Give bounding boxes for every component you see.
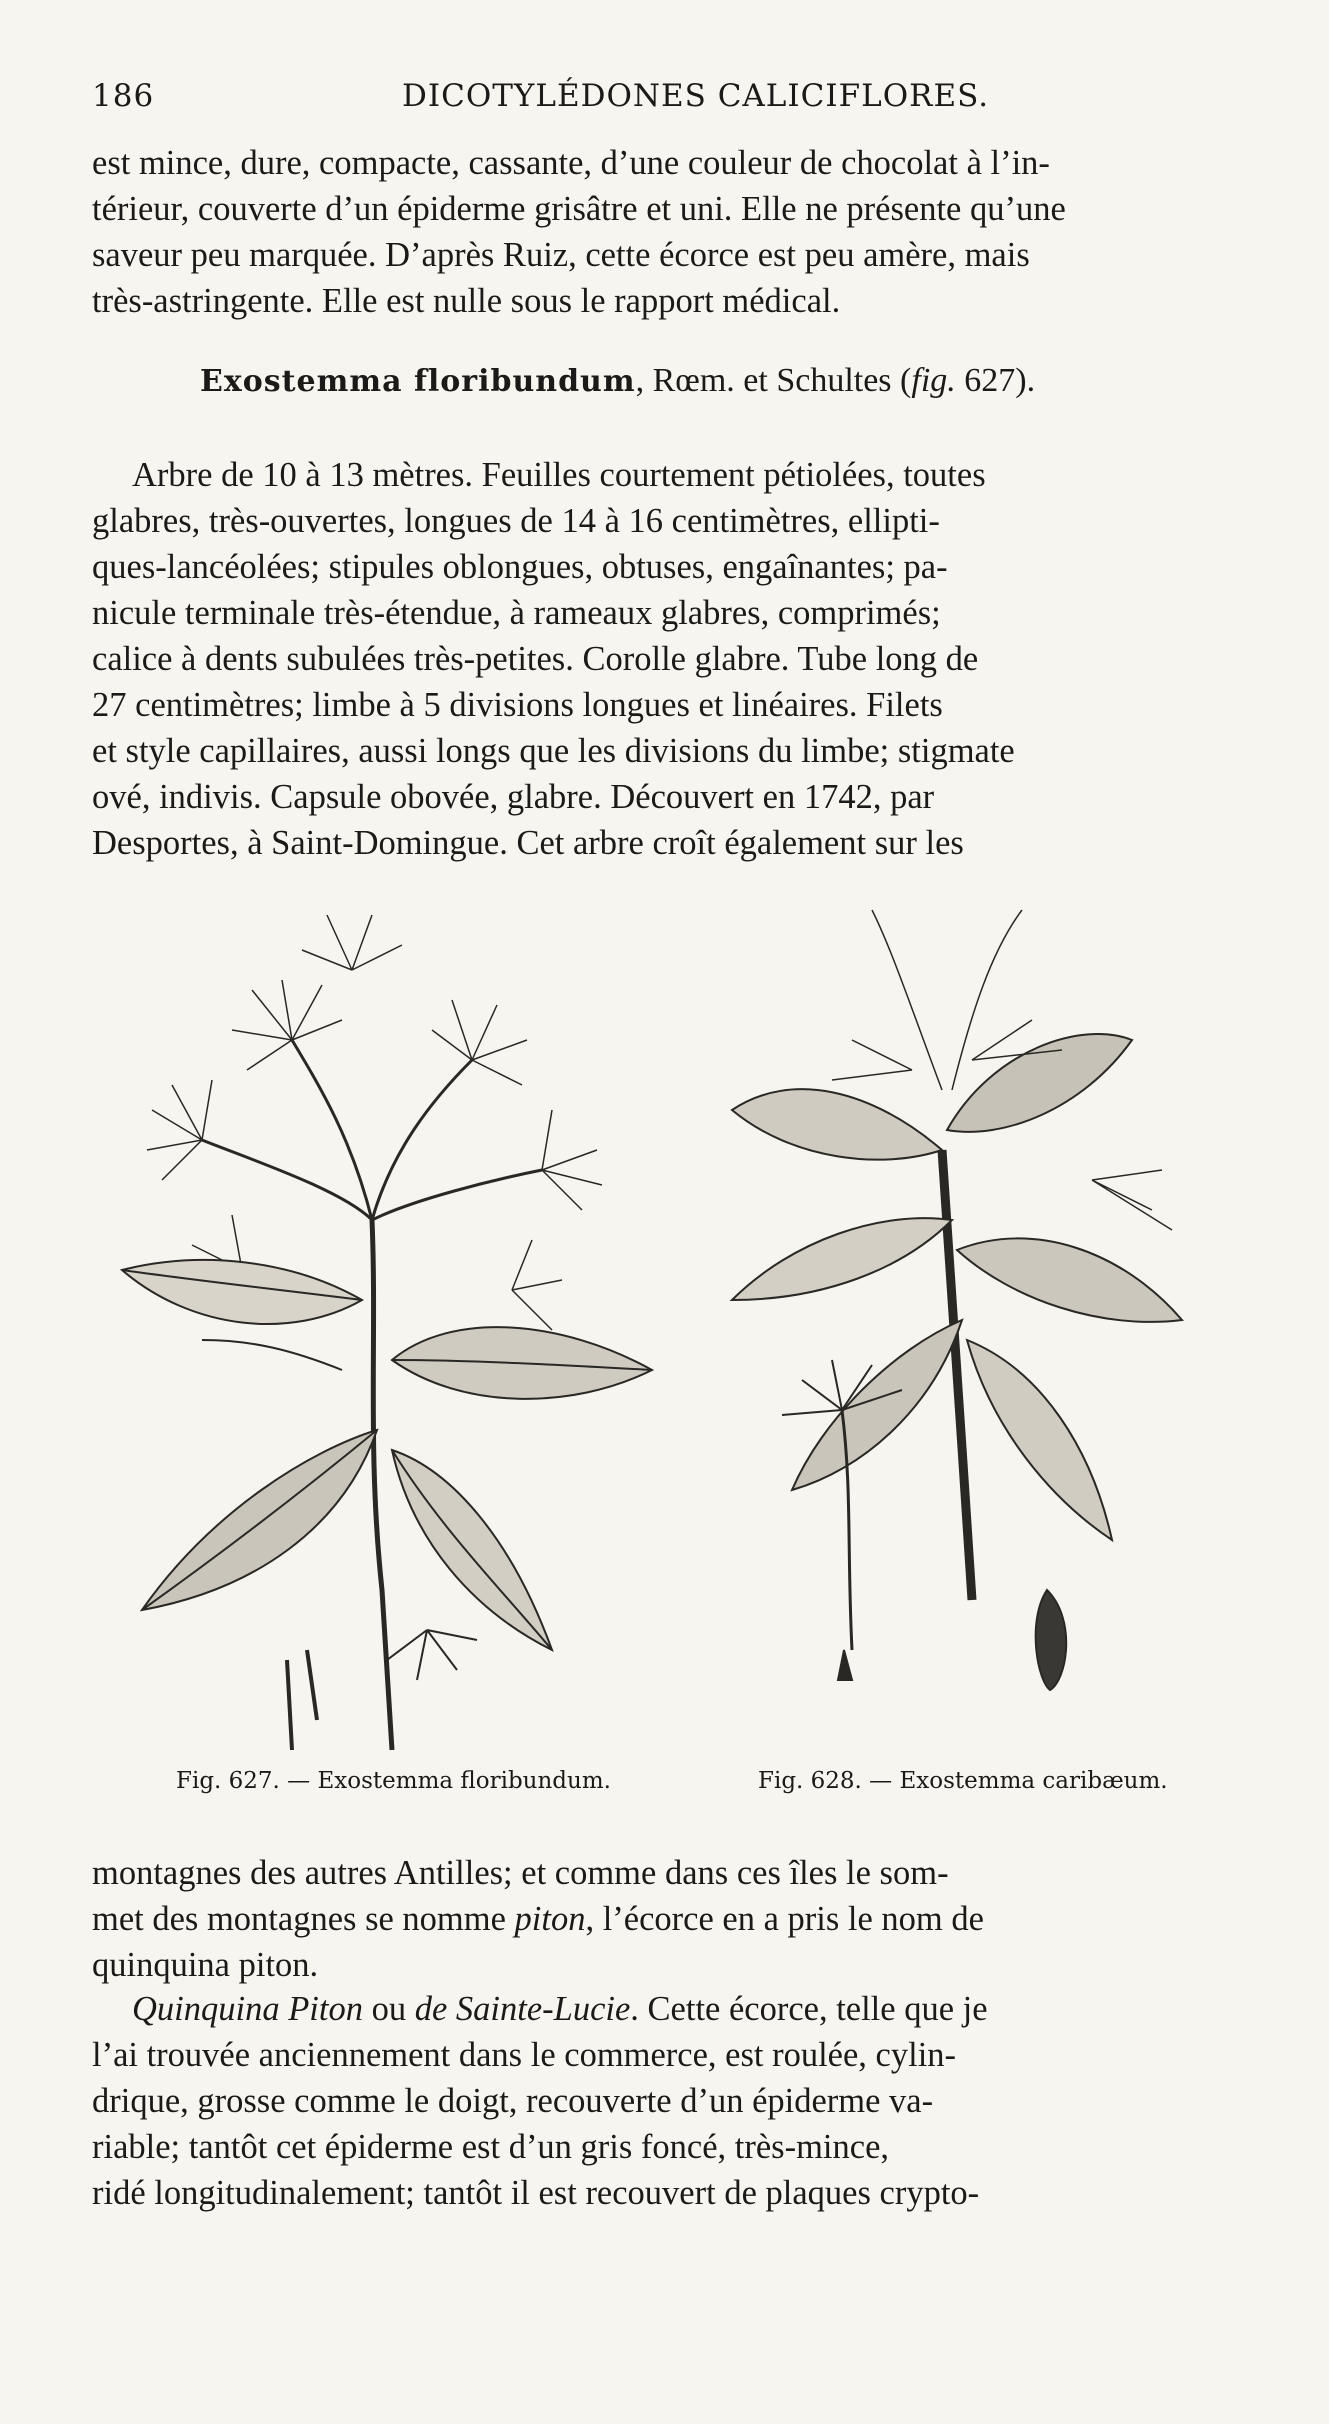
figure-caption-627: Fig. 627. — Exostemma floribundum.	[176, 1768, 611, 1794]
figure-628-illustration	[732, 910, 1182, 1690]
text-line: riable; tantôt cet épiderme est d’un gris foncé, très-mince,	[92, 2128, 890, 2166]
fig-num: 627).	[955, 362, 1036, 399]
species-authors: , Rœm. et Schultes (	[635, 362, 912, 399]
text-line	[92, 1986, 1235, 2032]
engraving-svg	[92, 890, 1235, 1760]
text-line: ové, indivis. Capsule obovée, glabre. Découvert en 1742, par	[92, 778, 935, 816]
text-line: et style capillaires, aussi longs que les divisions du limbe; stigmate	[92, 732, 1015, 770]
figure-627-illustration	[122, 915, 652, 1750]
running-title: DICOTYLÉDONES CALICIFLORES.	[402, 78, 990, 114]
text-fragment: , l’écorce en a pris le nom de	[585, 1900, 984, 1938]
text-line: l’ai trouvée anciennement dans le commerce, est roulée, cylin-	[92, 2036, 957, 2074]
italic-term: Quinquina Piton	[132, 1990, 363, 2028]
paragraph-1	[92, 140, 1235, 324]
running-header	[92, 78, 1239, 128]
text-line: ques-lancéolées; stipules oblongues, obtuses, engaînantes; pa-	[92, 548, 948, 586]
text-line: glabres, très-ouvertes, longues de 14 à 16 centimètres, ellipti-	[92, 502, 940, 540]
text-fragment: ou	[362, 1990, 415, 2028]
text-line: est mince, dure, compacte, cassante, d’une couleur de chocolat à l’in-	[92, 144, 1050, 182]
text-line: saveur peu marquée. D’après Ruiz, cette écorce est peu amère, mais	[92, 236, 1030, 274]
text-line: térieur, couverte d’un épiderme grisâtre et uni. Elle ne présente qu’une	[92, 190, 1066, 228]
species-name: Exostemma floribundum	[200, 364, 636, 399]
page-number: 186	[92, 78, 155, 114]
text-line: montagnes des autres Antilles; et comme dans ces îles le som-	[92, 1854, 949, 1892]
text-line: 27 centimètres; limbe à 5 divisions longues et linéaires. Filets	[92, 686, 943, 724]
fig-ref: fig.	[911, 362, 956, 399]
text-line: Desportes, à Saint-Domingue. Cet arbre croît également sur les	[92, 824, 964, 862]
text-line: ridé longitudinalement; tantôt il est recouvert de plaques crypto-	[92, 2174, 980, 2212]
figure-caption-628: Fig. 628. — Exostemma caribæum.	[758, 1768, 1168, 1794]
text-line: drique, grosse comme le doigt, recouverte d’un épiderme va-	[92, 2082, 934, 2120]
text-line: Arbre de 10 à 13 mètres. Feuilles courtement pétiolées, toutes	[132, 456, 986, 494]
italic-term: de Sainte-Lucie	[414, 1990, 631, 2028]
text-line	[92, 1896, 1235, 1942]
paragraph-4	[92, 1986, 1235, 2216]
text-fragment: met des montagnes se nomme	[92, 1900, 515, 1938]
text-line: nicule terminale très-étendue, à rameaux glabres, comprimés;	[92, 594, 941, 632]
text-fragment: . Cette écorce, telle que je	[630, 1990, 988, 2028]
text-line: calice à dents subulées très-petites. Corolle glabre. Tube long de	[92, 640, 979, 678]
botanical-illustrations	[92, 890, 1235, 1760]
text-line: quinquina piton.	[92, 1946, 319, 1984]
species-heading	[200, 362, 1035, 400]
italic-term: piton	[514, 1900, 586, 1938]
paragraph-3	[92, 1850, 1235, 1988]
paragraph-2	[92, 452, 1235, 866]
text-line: très-astringente. Elle est nulle sous le rapport médical.	[92, 282, 841, 320]
